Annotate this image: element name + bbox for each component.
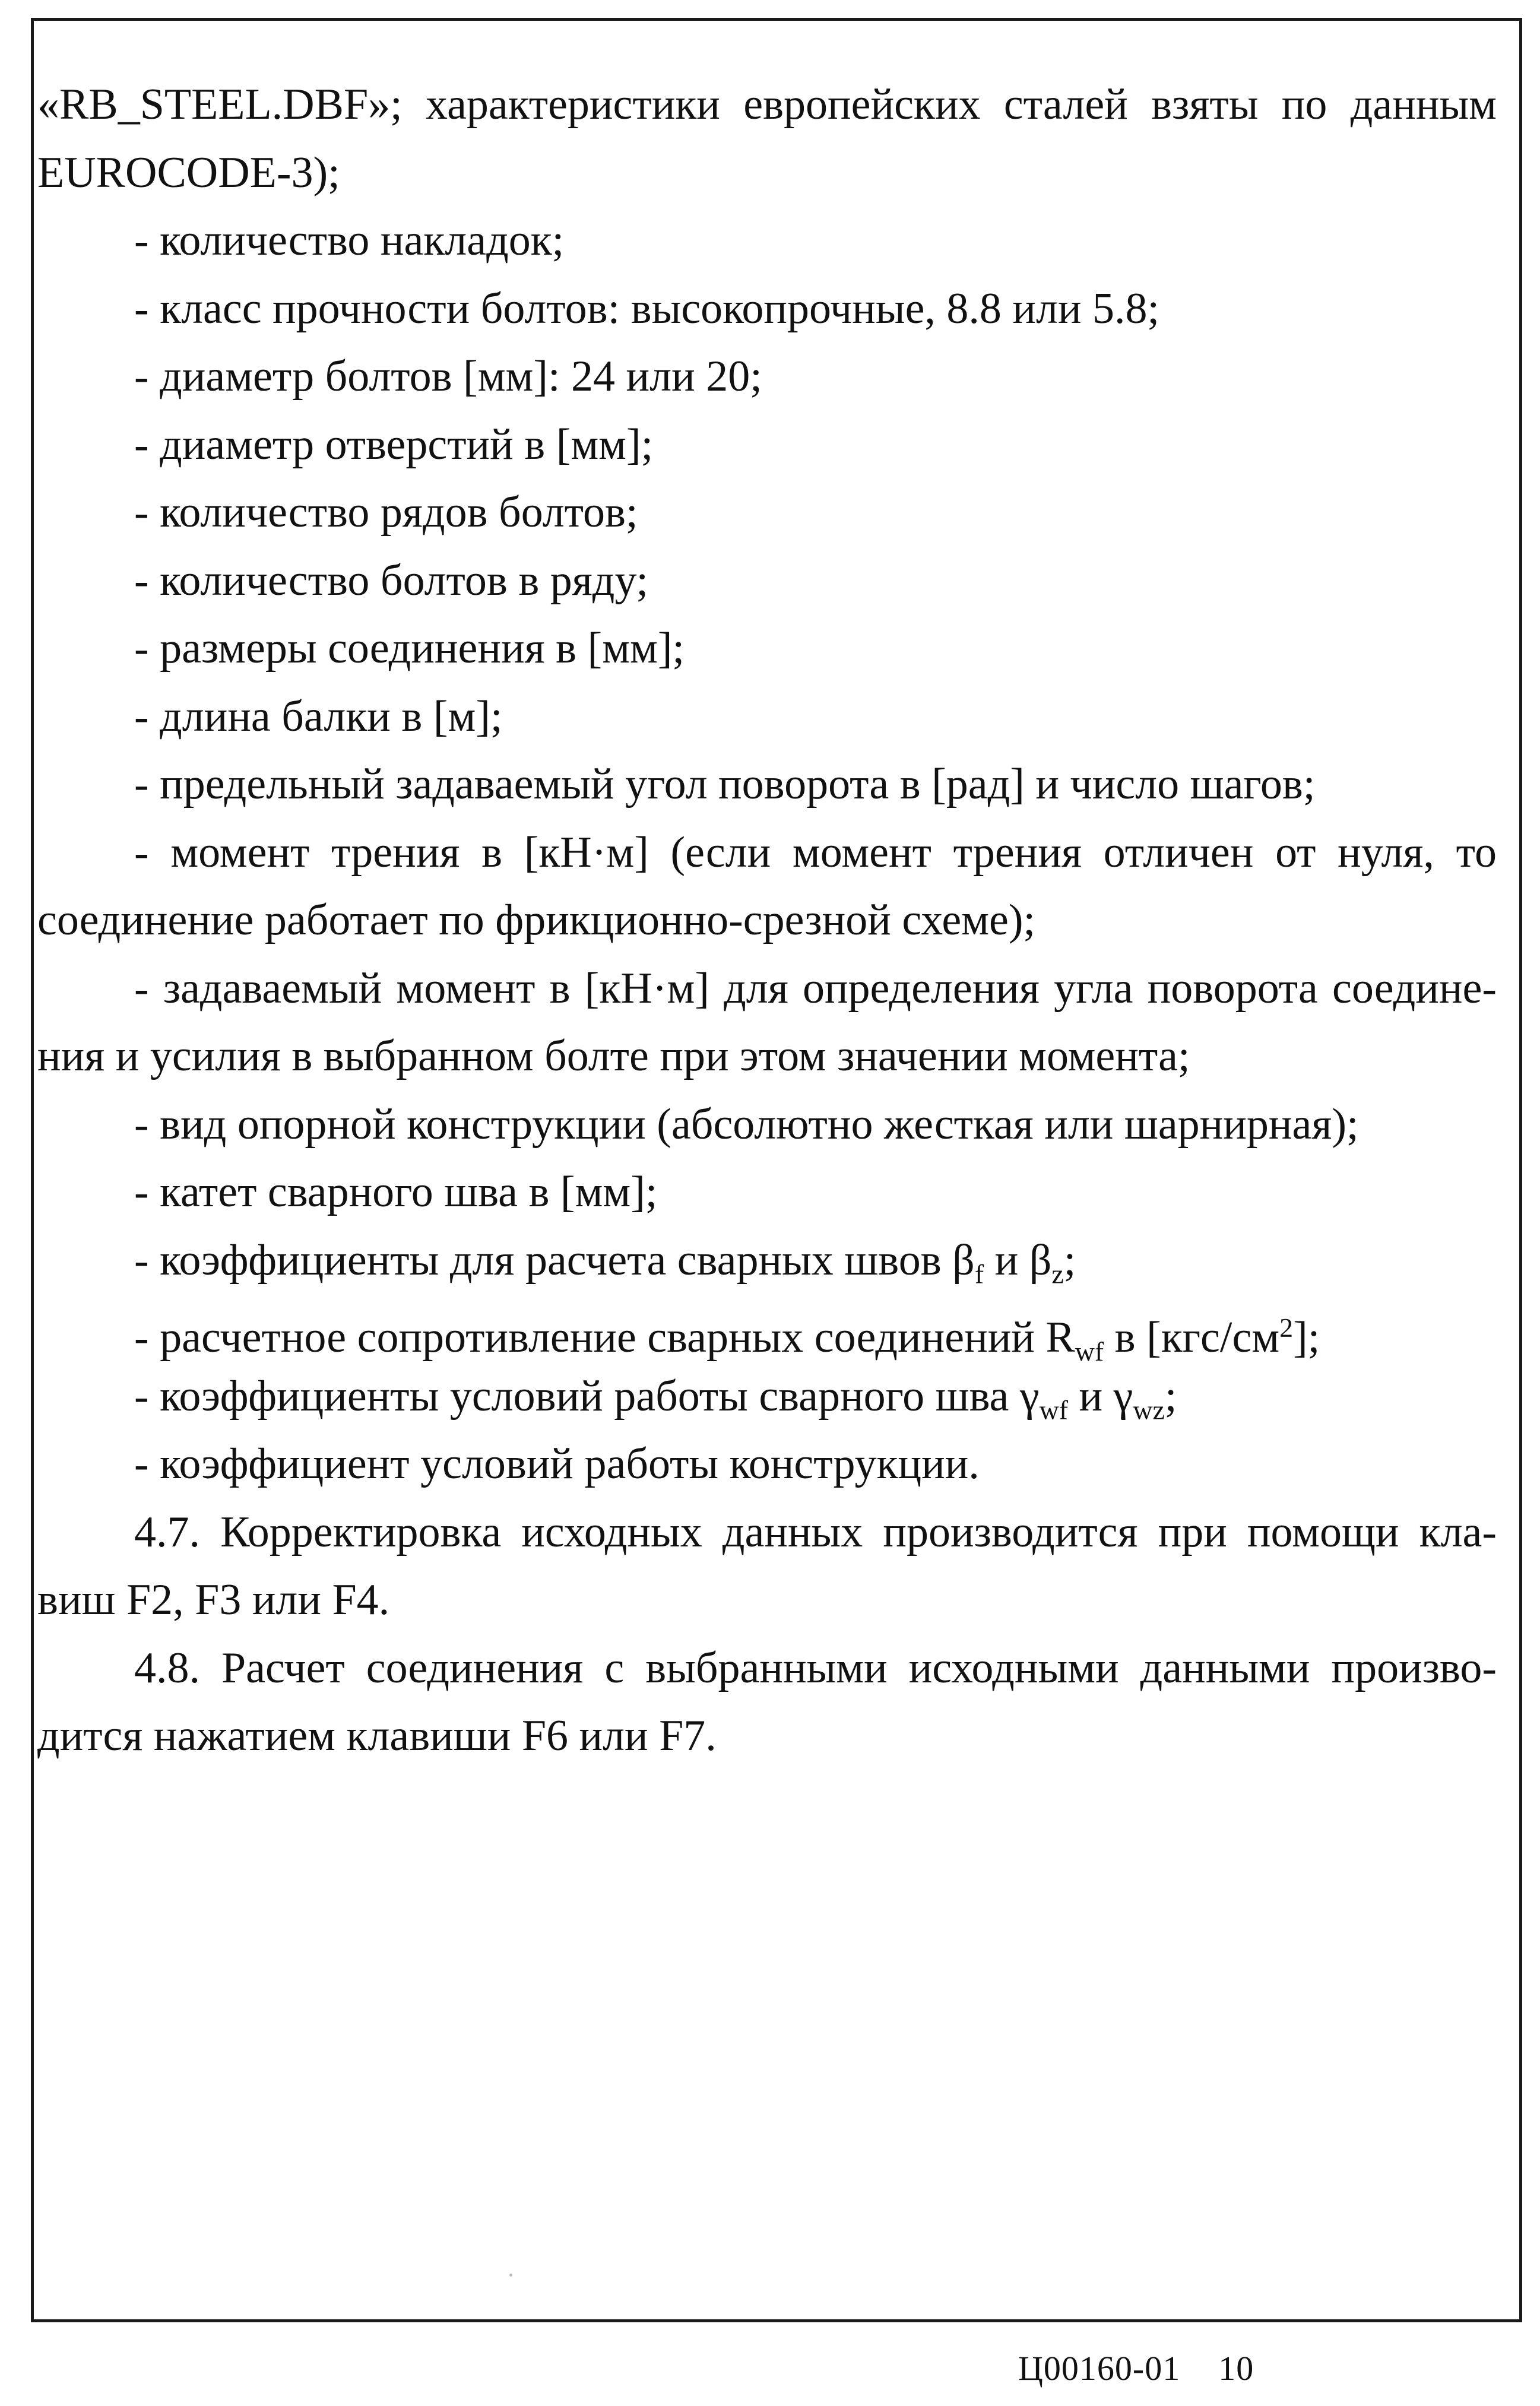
text-line: «RB_STEEL.DBF»; характеристики европейских сталей взяты по данным: [37, 80, 1497, 129]
list-item: - количество накладок;: [134, 216, 565, 265]
scan-speck: [509, 2274, 512, 2277]
paragraph-4-8: 4.8. Расчет соединения с выбранными исходными данными произво-: [134, 1643, 1497, 1692]
list-item: - количество рядов болтов;: [134, 488, 638, 537]
list-item: - вид опорной конструкции (абсолютно жесткая или шарнирная);: [134, 1099, 1359, 1149]
list-item: - диаметр болтов [мм]: 24 или 20;: [134, 352, 762, 401]
beta-symbol: β: [1029, 1235, 1052, 1285]
subscript: f: [974, 1259, 984, 1289]
page-number: 10: [1218, 2349, 1254, 2388]
text-line: соединение работает по фрикционно-срезной схеме);: [37, 896, 1036, 944]
list-item: - задаваемый момент в [кН·м] для определения угла поворота соедине-: [134, 963, 1497, 1013]
list-item: - количество болтов в ряду;: [134, 556, 649, 605]
text: и: [984, 1235, 1029, 1285]
text-line: ния и усилия в выбранном болте при этом значении момента;: [37, 1032, 1190, 1080]
r-symbol: R: [1045, 1313, 1075, 1362]
list-item-weld-coefficients: [37, 1226, 1497, 1295]
beta-symbol: β: [952, 1235, 975, 1285]
text-line: дится нажатием клавиши F6 или F7.: [37, 1711, 717, 1760]
list-item-weld-resistance: [37, 1294, 1497, 1367]
page-frame: [31, 18, 1522, 2322]
text: - коэффициенты условий работы сварного шва: [134, 1371, 1020, 1421]
text-line: EUROCODE-3);: [37, 148, 340, 197]
text: ;: [1164, 1371, 1177, 1421]
list-item: - диаметр отверстий в [мм];: [134, 420, 654, 469]
document-code: Ц00160-01: [1018, 2349, 1181, 2388]
text-line: виш F2, F3 или F4.: [37, 1576, 390, 1624]
subscript: z: [1051, 1259, 1064, 1289]
text: - расчетное сопротивление сварных соединений: [134, 1313, 1046, 1362]
gamma-symbol: γ: [1019, 1371, 1040, 1421]
subscript: wf: [1075, 1336, 1104, 1367]
text: - коэффициенты для расчета сварных швов: [134, 1235, 953, 1285]
text: и: [1068, 1371, 1114, 1421]
list-item: - длина балки в [м];: [134, 692, 503, 741]
page-footer: [1018, 2348, 1254, 2389]
list-item: - класс прочности болтов: высокопрочные, 8.8 или 5.8;: [134, 284, 1160, 333]
text: в [кгс/см: [1104, 1313, 1280, 1362]
list-item-weld-work-conditions: [37, 1362, 1497, 1431]
text: ;: [1063, 1235, 1076, 1285]
list-item: - предельный задаваемый угол поворота в [рад] и число шагов;: [134, 760, 1316, 809]
gamma-symbol: γ: [1113, 1371, 1133, 1421]
text: ];: [1293, 1313, 1320, 1362]
list-item: - коэффициент условий работы конструкции.: [134, 1440, 980, 1488]
subscript: wz: [1133, 1394, 1165, 1425]
document-body: [37, 71, 1497, 1770]
list-item: - размеры соединения в [мм];: [134, 624, 685, 673]
list-item: - момент трения в [кН·м] (если момент трения отличен от нуля, то: [134, 828, 1497, 877]
paragraph-4-7: 4.7. Корректировка исходных данных производится при помощи кла-: [134, 1507, 1497, 1557]
superscript: 2: [1279, 1313, 1294, 1343]
list-item: - катет сварного шва в [мм];: [134, 1168, 658, 1216]
subscript: wf: [1039, 1394, 1068, 1425]
